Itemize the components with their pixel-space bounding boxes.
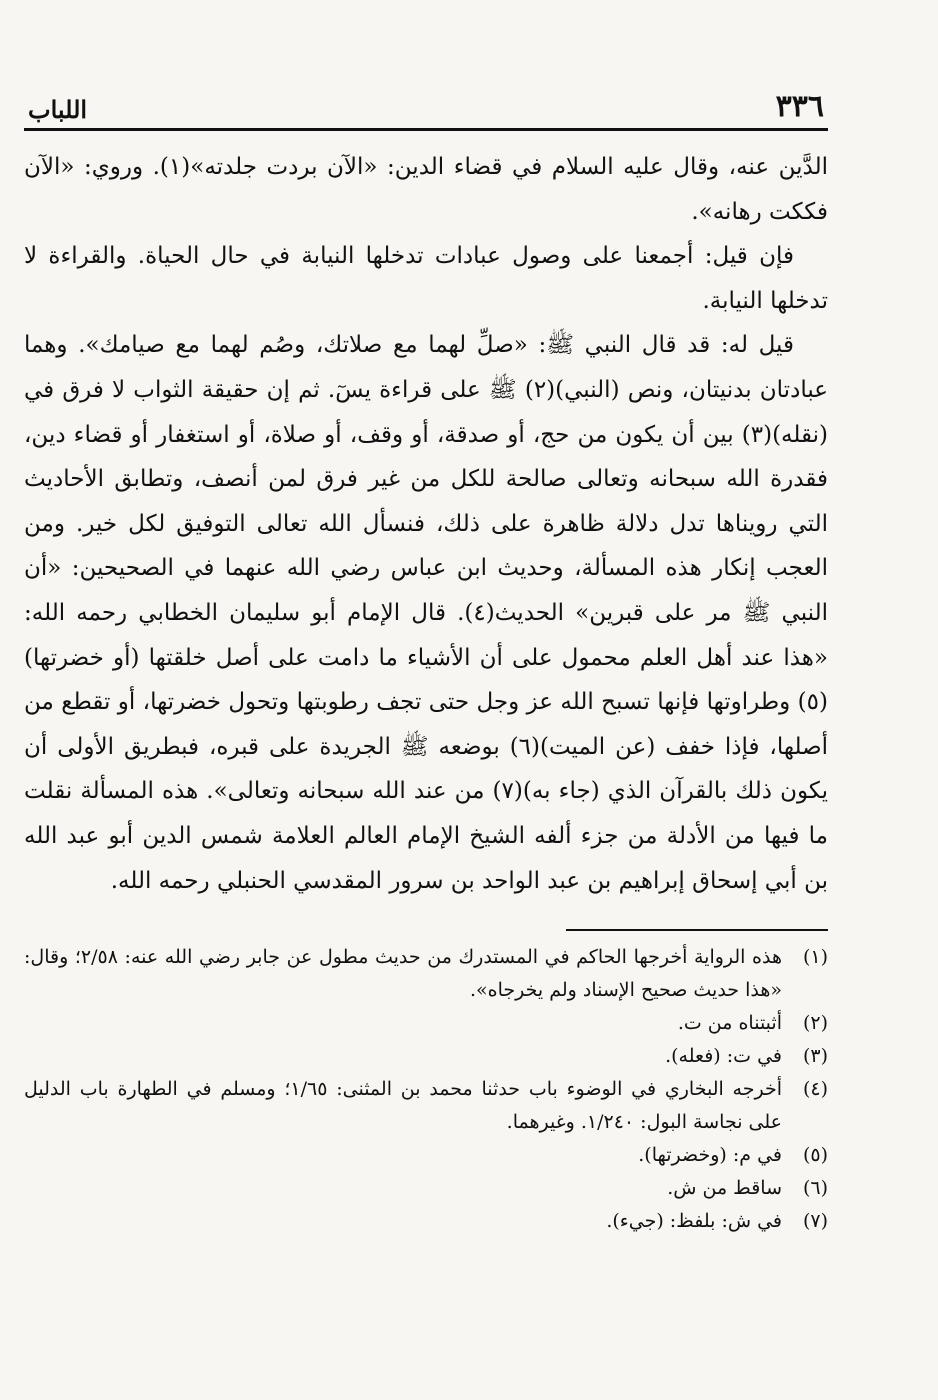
footnote-text: في م: (وخضرتها).	[638, 1144, 782, 1167]
footnote	[24, 1139, 828, 1172]
paragraph-3: قيل له: قد قال النبي ﷺ: «صلِّ لهما مع صلاتك، وصُم لهما مع صيامك». وهما عبادتان بدنيتان، ونص (النبي)(٢) ﷺ على قراءة يسٓ. ثم إن حقيقة الثواب لا فرق في (نقله)(٣) بين أن يكون من حج، أو صدقة، أو وقف، أو صلاة، أو استغفار أو قضاء دين، فقدرة الله سبحانه وتعالى صالحة للكل من غير فرق لمن أنصف، وتطابق الأحاديث التي رويناها تدل دلالة ظاهرة على ذلك، فنسأل الله تعالى التوفيق لكل خير. ومن العجب إنكار هذه المسألة، وحديث ابن عباس رضي الله عنهما في الصحيحين: «أن النبي ﷺ مر على قبرين» الحديث(٤). قال الإمام أبو سليمان الخطابي رحمه الله: «هذا عند أهل العلم محمول على أن الأشياء ما دامت على أصل خلقتها (أو خضرتها)(٥) وطراوتها فإنها تسبح الله عز وجل حتى تجف رطوبتها وتحول خضرتها، أو تقطع من أصلها، فإذا خفف (عن الميت)(٦) بوضعه ﷺ الجريدة على قبره، فبطريق الأولى أن يكون ذلك بالقرآن الذي (جاء به)(٧) من عند الله سبحانه وتعالى». هذه المسألة نقلت ما فيها من الأدلة من جزء ألفه الشيخ الإمام العالم العلامة شمس الدين أبو عبد الله بن أبي إسحاق إبراهيم بن عبد الواحد بن سرور المقدسي الحنبلي رحمه الله.	[24, 332, 828, 894]
footnote-number: (٢)	[802, 1012, 828, 1035]
footnote-number: (٣)	[802, 1045, 828, 1068]
footnote	[24, 1040, 828, 1073]
footnote-text: هذه الرواية أخرجها الحاكم في المستدرك من حديث مطول عن جابر رضي الله عنه: ٢/٥٨؛ وقال: «هذا حديث صحيح الإسناد ولم يخرجاه».	[24, 946, 782, 1002]
footnote-number: (١)	[802, 946, 828, 969]
footnote-separator	[566, 929, 828, 931]
footnote-text: في ش: بلفظ: (جيء).	[606, 1210, 782, 1233]
footnote	[24, 941, 828, 1007]
footnote	[24, 1073, 828, 1139]
footnote-text: ساقط من ش.	[667, 1177, 782, 1200]
page-header	[24, 80, 828, 131]
footnote-number: (٥)	[802, 1144, 828, 1167]
main-text	[24, 145, 828, 903]
footnote-text: أخرجه البخاري في الوضوء باب حدثنا محمد بن المثنى: ١/٦٥؛ ومسلم في الطهارة باب الدليل على نجاسة البول: ١/٢٤٠. وغيرهما.	[24, 1078, 782, 1134]
footnote-number: (٧)	[802, 1210, 828, 1233]
footnote-text: أثبتناه من ت.	[677, 1012, 782, 1035]
paragraph-2: فإن قيل: أجمعنا على وصول عبادات تدخلها النيابة في حال الحياة. والقراءة لا تدخلها النيابة.	[24, 243, 828, 314]
footnote	[24, 1172, 828, 1205]
footnote	[24, 1205, 828, 1238]
footnotes	[24, 941, 828, 1238]
footnote-number: (٦)	[802, 1177, 828, 1200]
footnote-number: (٤)	[802, 1078, 828, 1101]
running-title: اللباب	[28, 95, 88, 124]
footnote	[24, 1007, 828, 1040]
footnote-text: في ت: (فعله).	[665, 1045, 782, 1068]
paragraph-1: الدَّين عنه، وقال عليه السلام في قضاء الدين: «الآن بردت جلدته»(١). وروي: «الآن فككت رهانه».	[24, 154, 828, 225]
page-number: ٣٣٦	[775, 89, 824, 124]
